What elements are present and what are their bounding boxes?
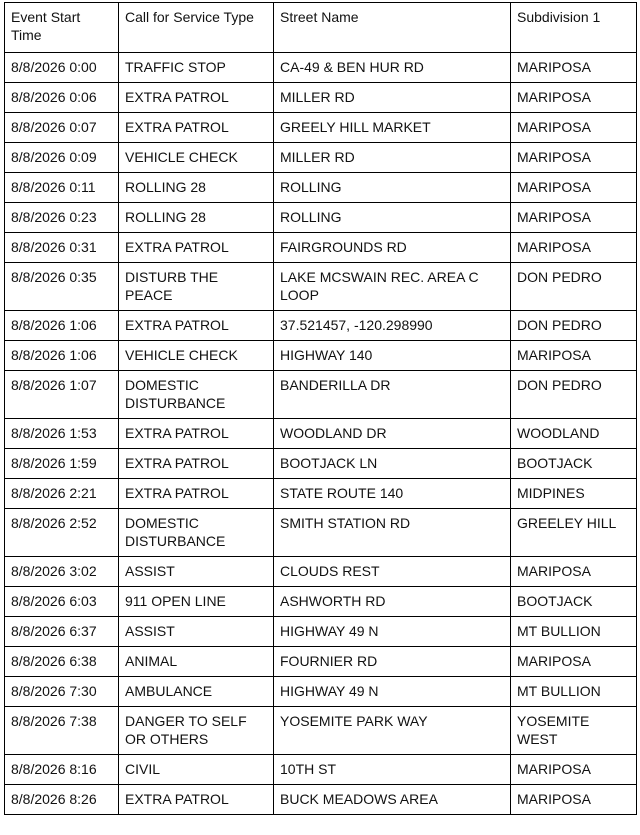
header-street-name: Street Name [274,3,511,53]
cell-event-start-time: 8/8/2026 1:06 [5,311,119,341]
cell-call-type: VEHICLE CHECK [119,341,274,371]
cell-call-type: EXTRA PATROL [119,785,274,815]
cell-event-start-time: 8/8/2026 1:06 [5,341,119,371]
cell-call-type: ASSIST [119,617,274,647]
table-row [5,557,637,587]
cell-call-type: EXTRA PATROL [119,449,274,479]
cell-event-start-time: 8/8/2026 0:00 [5,53,119,83]
cell-subdivision: MARIPOSA [511,557,637,587]
cell-call-type: EXTRA PATROL [119,233,274,263]
cell-subdivision: MIDPINES [511,479,637,509]
header-row [5,3,637,53]
cell-street-name: CLOUDS REST [274,557,511,587]
cell-event-start-time: 8/8/2026 7:30 [5,677,119,707]
cell-street-name: WOODLAND DR [274,419,511,449]
table-row [5,311,637,341]
cell-subdivision: MARIPOSA [511,83,637,113]
cell-subdivision: MARIPOSA [511,755,637,785]
cell-call-type: DANGER TO SELF OR OTHERS [119,707,274,755]
header-subdivision: Subdivision 1 [511,3,637,53]
cell-subdivision: YOSEMITE WEST [511,707,637,755]
cell-street-name: MILLER RD [274,83,511,113]
cell-subdivision: DON PEDRO [511,311,637,341]
cell-call-type: AMBULANCE [119,677,274,707]
cell-street-name: CA-49 & BEN HUR RD [274,53,511,83]
cell-subdivision: MARIPOSA [511,143,637,173]
cell-call-type: ANIMAL [119,647,274,677]
cell-event-start-time: 8/8/2026 3:02 [5,557,119,587]
table-row [5,233,637,263]
table-header [5,3,637,53]
cell-subdivision: MARIPOSA [511,53,637,83]
table-row [5,785,637,815]
cell-event-start-time: 8/8/2026 8:26 [5,785,119,815]
cell-event-start-time: 8/8/2026 0:35 [5,263,119,311]
table-row [5,647,637,677]
cell-street-name: MILLER RD [274,143,511,173]
cell-call-type: TRAFFIC STOP [119,53,274,83]
table-row [5,479,637,509]
cell-event-start-time: 8/8/2026 0:09 [5,143,119,173]
cell-street-name: FAIRGROUNDS RD [274,233,511,263]
cell-street-name: ROLLING [274,173,511,203]
header-event-start-time: Event Start Time [5,3,119,53]
cell-street-name: ASHWORTH RD [274,587,511,617]
call-log-table [4,2,637,815]
cell-call-type: ASSIST [119,557,274,587]
table-body [5,53,637,815]
cell-street-name: BUCK MEADOWS AREA [274,785,511,815]
cell-street-name: LAKE MCSWAIN REC. AREA C LOOP [274,263,511,311]
cell-subdivision: MT BULLION [511,677,637,707]
header-call-for-service-type: Call for Service Type [119,3,274,53]
cell-call-type: VEHICLE CHECK [119,143,274,173]
cell-event-start-time: 8/8/2026 6:38 [5,647,119,677]
cell-subdivision: MARIPOSA [511,341,637,371]
cell-street-name: HIGHWAY 140 [274,341,511,371]
cell-event-start-time: 8/8/2026 7:38 [5,707,119,755]
table-row [5,617,637,647]
cell-street-name: YOSEMITE PARK WAY [274,707,511,755]
cell-subdivision: BOOTJACK [511,587,637,617]
cell-event-start-time: 8/8/2026 1:59 [5,449,119,479]
cell-event-start-time: 8/8/2026 2:52 [5,509,119,557]
table-row [5,419,637,449]
table-row [5,53,637,83]
cell-subdivision: MT BULLION [511,617,637,647]
table-row [5,755,637,785]
table-row [5,263,637,311]
table-row [5,371,637,419]
cell-event-start-time: 8/8/2026 0:07 [5,113,119,143]
call-log-document [4,2,636,815]
table-row [5,203,637,233]
cell-street-name: BANDERILLA DR [274,371,511,419]
cell-subdivision: MARIPOSA [511,203,637,233]
cell-call-type: DOMESTIC DISTURBANCE [119,509,274,557]
cell-subdivision: GREELEY HILL [511,509,637,557]
cell-street-name: FOURNIER RD [274,647,511,677]
cell-subdivision: MARIPOSA [511,785,637,815]
cell-call-type: 911 OPEN LINE [119,587,274,617]
cell-subdivision: MARIPOSA [511,173,637,203]
cell-street-name: 10TH ST [274,755,511,785]
cell-street-name: 37.521457, -120.298990 [274,311,511,341]
table-row [5,83,637,113]
cell-subdivision: WOODLAND [511,419,637,449]
cell-subdivision: DON PEDRO [511,263,637,311]
cell-call-type: ROLLING 28 [119,203,274,233]
cell-event-start-time: 8/8/2026 0:11 [5,173,119,203]
table-row [5,173,637,203]
cell-call-type: EXTRA PATROL [119,419,274,449]
cell-event-start-time: 8/8/2026 6:03 [5,587,119,617]
cell-event-start-time: 8/8/2026 1:53 [5,419,119,449]
cell-subdivision: BOOTJACK [511,449,637,479]
cell-event-start-time: 8/8/2026 0:06 [5,83,119,113]
cell-event-start-time: 8/8/2026 0:23 [5,203,119,233]
cell-event-start-time: 8/8/2026 6:37 [5,617,119,647]
cell-street-name: BOOTJACK LN [274,449,511,479]
cell-call-type: EXTRA PATROL [119,311,274,341]
cell-street-name: ROLLING [274,203,511,233]
table-row [5,707,637,755]
table-row [5,587,637,617]
cell-subdivision: MARIPOSA [511,233,637,263]
table-row [5,449,637,479]
table-row [5,113,637,143]
table-row [5,341,637,371]
cell-street-name: STATE ROUTE 140 [274,479,511,509]
cell-call-type: DOMESTIC DISTURBANCE [119,371,274,419]
table-row [5,143,637,173]
table-row [5,509,637,557]
cell-call-type: EXTRA PATROL [119,479,274,509]
cell-street-name: HIGHWAY 49 N [274,617,511,647]
cell-call-type: EXTRA PATROL [119,83,274,113]
cell-event-start-time: 8/8/2026 0:31 [5,233,119,263]
cell-event-start-time: 8/8/2026 2:21 [5,479,119,509]
cell-subdivision: MARIPOSA [511,647,637,677]
cell-subdivision: DON PEDRO [511,371,637,419]
cell-street-name: SMITH STATION RD [274,509,511,557]
cell-call-type: DISTURB THE PEACE [119,263,274,311]
table-row [5,677,637,707]
cell-street-name: HIGHWAY 49 N [274,677,511,707]
cell-event-start-time: 8/8/2026 1:07 [5,371,119,419]
cell-call-type: CIVIL [119,755,274,785]
cell-street-name: GREELY HILL MARKET [274,113,511,143]
cell-event-start-time: 8/8/2026 8:16 [5,755,119,785]
cell-call-type: ROLLING 28 [119,173,274,203]
cell-subdivision: MARIPOSA [511,113,637,143]
cell-call-type: EXTRA PATROL [119,113,274,143]
